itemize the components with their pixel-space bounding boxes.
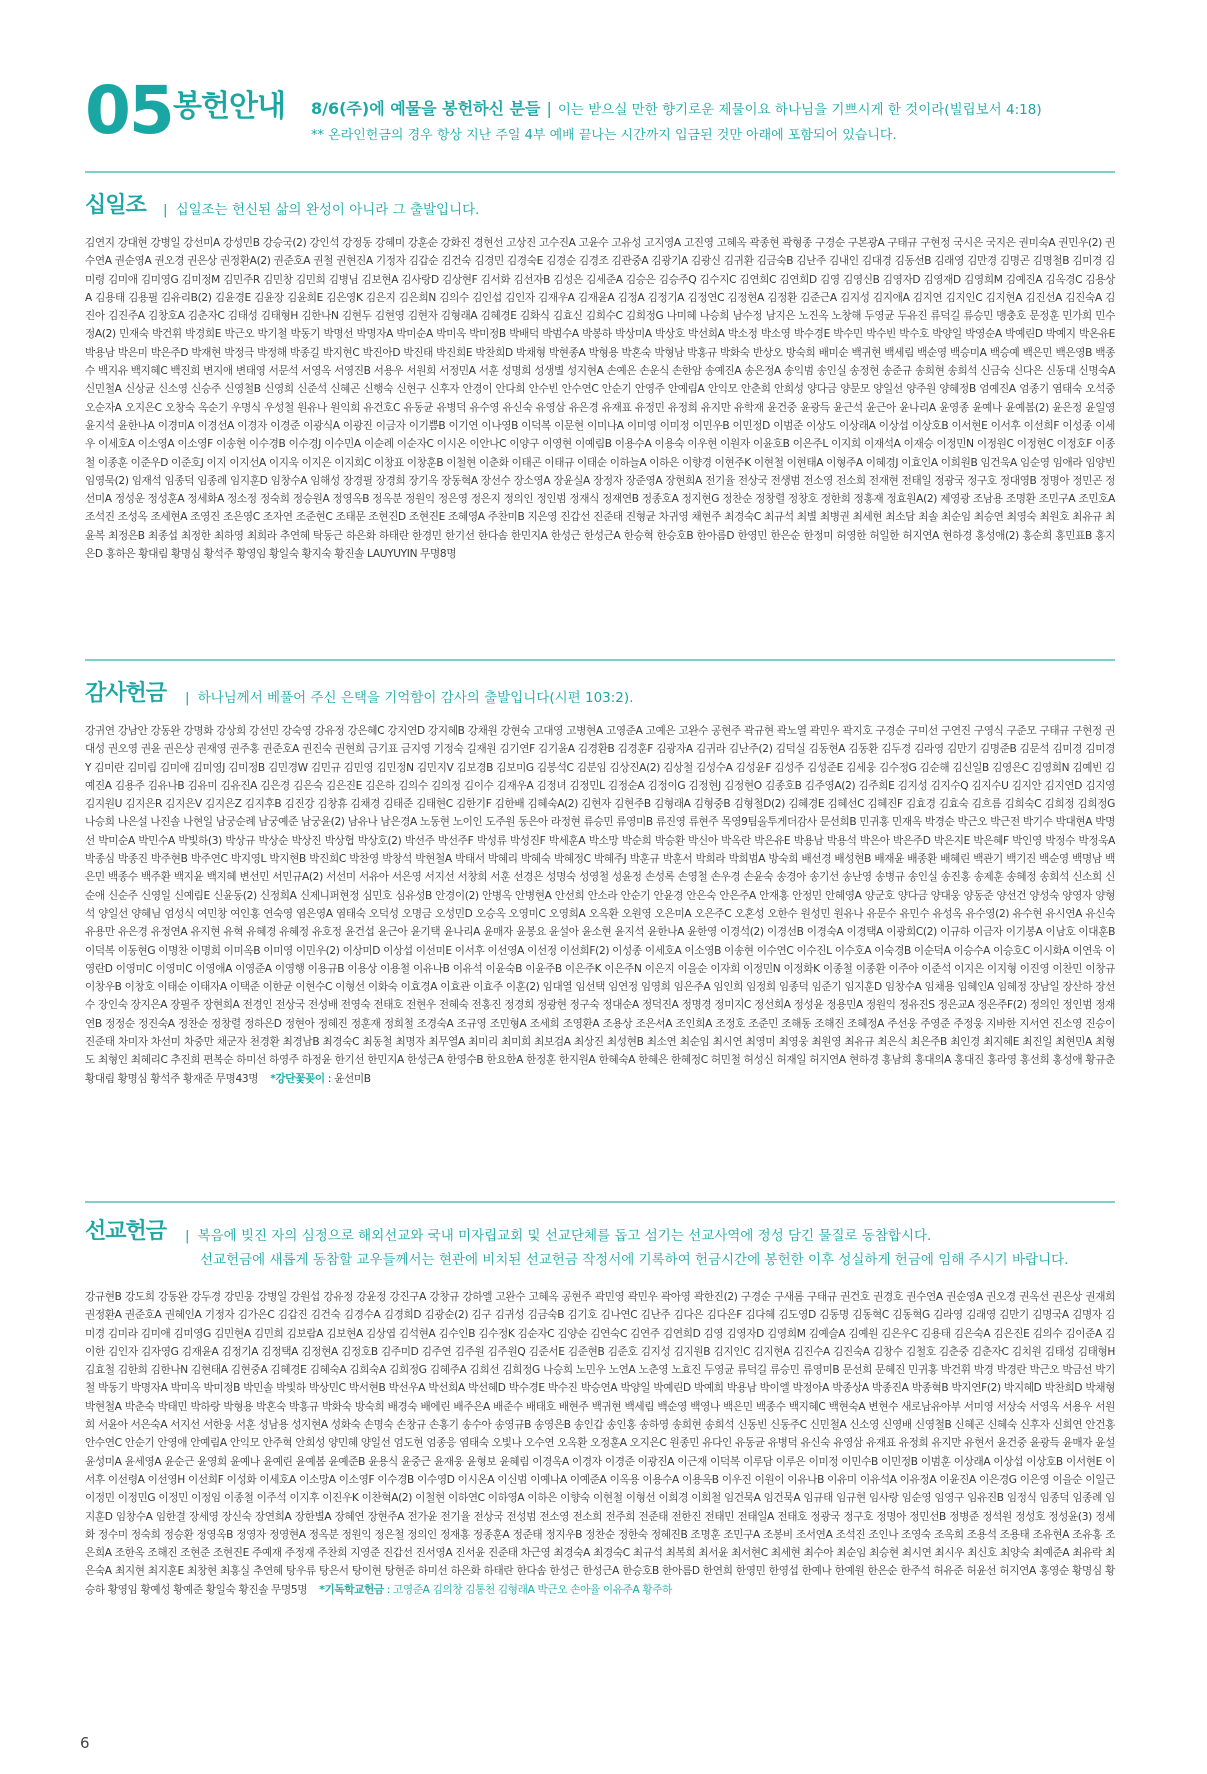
thanks-note-label: *강단꽃꽂이 [270, 1072, 325, 1085]
tithe-section [85, 192, 1115, 561]
mission-separator: | [185, 1228, 190, 1244]
mission-description-2: 선교헌금에 새롭게 동참할 교우들께서는 현관에 비치된 선교헌금 작정서에 기록하여 헌금시간에 봉헌한 이후 성실하게 헌금에 임해 주시기 바랍니다. [200, 1252, 1069, 1268]
thanks-divider [85, 1201, 1115, 1203]
mission-section [85, 1218, 1115, 1596]
thanks-title: 감사헌금 [85, 681, 167, 706]
mission-note-value: : 고영준A 김의창 김통천 김형래A 박근오 손아율 이유주A 황주하 [386, 1583, 673, 1596]
thanks-names-text: 강귀연 강남안 강동완 강명화 강상희 강선민 강숙영 강유정 강은혜C 강지연D 강지혜B 강채원 강현숙 고대영 고병현A 고영준A 고예은 고완수 공현주 곽규현 곽노열 곽민우 곽지호 구경순 구미선 구연진 구영식 구준모 구태규 구현정 권대성 권오영 권윤 권은상 권재영 권주홍 권준호A 권진숙 권현희 금기표 금지영 기정숙 길재원 김기연F 김기윤A 김경환B 김경훈F 김광자A 김귀라 김난주(2) 김덕실 김동현A 김동환 김두경 김라영 김만기 김명준B 김문석 김미경 김미경Y 김미란 김미림 김미애 김미영J 김미정B 김민경W 김민규 김민영 김민정N 김민지V 김보경B 김보미G 김봉석C 김분임 김상진A(2) 김상철 김성수A 김성윤F 김성주 김성준E 김세웅 김수정G 김순해 김신일B 김영은C 김영희N 김예빈 김예진A 김용주 김유나B 김유미 김유진A 김은경 김은숙 김은진E 김은하 김의수 김의정 김이수 김재우A 김정녀 김정민L 김정순A 김정이G 김정현J 김정현O 김종호B 김주영A(2) 김주희E 김지성 김지수Q 김지수U 김지안 김지연D 김지영 김지원U 김지은R 김지은V 김지은Z 김지후B 김진강 김창휴 김채경 김태준 김태현C 김한기F 김한배 김혜숙A(2) 김현자 김현주B 김형래A 김형중B 김형철D(2) 김혜경E 김혜선C 김혜진F 김효경 김효숙 김흐름 김희숙C 김희정 김희정G 나승희 나은설 나진솔 나현일 남궁순례 남궁예준 남궁윤(2) 남유나 남은경A 노동현 노이인 도주원 동은아 라정현 류승민 류영미B 류진영 류현주 목영9팀올투게더감사 문선희B 민귀홍 민재옥 박경순 박근오 박근전 박기수 박대현A 박명선 박미순A 박민수A 박빛하(3) 박상규 박상순 박상진 박상협 박상호(2) 박선주 박선주F 박성류 박성진F 박세훈A 박소망 박순희 박승환 박신아 박옥란 박은유E 박용남 박용석 박은아 박은주D 박은지E 박은혜F 박인영 박정수 박정욱A 박종심 박종진 박주현B 박주연C 박지영L 박지현B 박진희C 박찬영 박창석 박현철A 박태서 박혜리 박혜숙 박혜정C 박혜주J 박훈규 박훈서 박희라 박희범A 방숙희 배선경 배성현B 배재윤 배종환 배혜린 백관기 백기진 백순영 백명남 백은민 백종수 백주환 백지윤 백지혜 변선민 서민규A(2) 서선미 서유아 서은영 서지선 서창희 서훈 선경은 성명숙 성영철 성윤정 손성록 손영철 손우경 손윤숙 송경아 송기선 송난영 송병규 송인실 송진홍 송제훈 송혜정 송희석 신소희 신순애 신순주 신영일 신예림E 신윤동(2) 신정희A 신제니퍼현정 심민호 심유성B 안경이(2) 안병옥 안병현A 안선희 안소라 안순기 안윤경 안은숙 안은주A 안재홍 안정민 안혜영A 양군호 양다금 양대웅 양동준 양선건 양성숙 양영자 양형석 양일선 양혜님 엄성식 여민창 여인홍 연숙영 염은영A 염태숙 오덕성 오명금 오성민D 오승옥 오영미C 오영희A 오옥환 오원영 오은미A 오은주C 오혼성 오한수 원성민 원유나 유문수 유민수 유성옥 유수영(2) 유수현 유시연A 유신숙 유용만 유은경 유정연A 유지현 유혁 유혜경 유혜정 유호정 윤건섭 윤근아 윤기택 윤나리A 윤매자 윤봉요 윤설아 윤소현 윤지석 윤한나A 윤한영 이경석(2) 이경선B 이경숙A 이경택A 이광희C(2) 이규하 이금자 이기봉A 이남호 이대훈B 이덕복 이동현G 이명찬 이명희 이미옥B 이미영 이민우(2) 이상미D 이상섭 이선미E 이서후 이선영A 이선정 이선희F(2) 이성종 이세호A 이소영B 이송현 이수연C 이수진L 이수호A 이숙경B 이순덕A 이승수A 이승호C 이시화A 이연욱 이영란D 이영미C 이영미C 이영애A 이영준A 이영행 이용규B 이용상 이용철 이유나B 이유석 이윤숙B 이윤주B 이은주K 이은주N 이은지 이을순 이자희 이정민N 이정화K 이종철 이종환 이주아 이준석 이지은 이지형 이진영 이찬민 이창규 이창우B 이창호 이태순 이태자A 이택준 이한균 이현수C 이형선 이화숙 이효경A 이효관 이효주 이훈(2) 임대열 임선택 임연정 임영희 임은주A 임인희 임정희 임종덕 임준기 임지훈D 임창수A 임채용 임혜인A 임혜정 장남일 장산하 장선수 장인숙 장지은A 장필주 장현희A 전경인 전상국 전성배 전영숙 전태호 전현우 전혜숙 전홍진 정경희 정광현 정구숙 정대순A 정덕진A 정명경 정미지C 정선희A 정성윤 정용민A 정원익 정유진S 정은교A 정은주F(2) 정의인 정인범 정재연B 정정순 정진숙A 정찬순 정창렬 정하은D 정현아 정혜진 정훈재 정희철 조경숙A 조규영 조민형A 조세희 조영환A 조용상 조은서A 조인희A 조정호 조준민 조해동 조해진 조혜정A 주선웅 주영준 주정웅 지바한 지서연 진소영 진승이 진준태 차미자 차선미 차중만 채군자 천경환 최경남B 최경숙C 최동철 최명자 최무열A 최미리 최미희 최보검A 최상진 최성현B 최소연 최순임 최시연 최영미 최영웅 최원영 최유규 최은식 최은주B 최인경 최지혜E 최진일 최현민A 최형도 최형인 최혜리C 추진희 편복순 하미선 하영주 하정윤 한기선 한민지A 한성근A 한영수B 한요한A 한정훈 한지원A 한혜숙A 한혜은 한혜정C 허민철 허성신 허재일 허지연A 현하경 홍남희 홍대의A 홍대진 홍라영 홍선희 홍성애 황규춘 황대림 황명심 황석주 황재준 무명43명 [85, 725, 1115, 1085]
page-header [85, 72, 1115, 158]
tithe-names: 김연지 강대현 강병일 강선미A 강성민B 강승국(2) 강인석 강정동 강혜미 강훈순 강화진 경현선 고상진 고수진A 고윤수 고유성 고지영A 고진영 고혜옥 곽종현 곽형종 구경순 구본광A 구태규 구현정 국시은 국지은 권미숙A 권민우(2) 권수연A 권순영A 권오경 권은상 권정환A(2) 권준호A 권철 권현진A 기정자 김갑순 김건숙 김경민 김경숙E 김경순 김경조 김관중A 김광기A 김광신 김귀환 김금숙B 김난주 김내인 김대경 김동선B 김래영 김만경 김명곤 김명철B 김미경 김미령 김미애 김미영G 김미정M 김민주R 김민창 김민희 김병님 김보현A 김사랑D 김상현F 김서화 김선자B 김성은 김세준A 김승은 김승주Q 김수지C 김연희C 김연희D 김영 김영신B 김영자D 김영재D 김영희M 김예진A 김옥경C 김용상A 김용태 김용필 김유리B(2) 김윤경E 김윤장 김윤희E 김은영K 김은지 김은희N 김의수 김인섭 김인자 김재우A 김재윤A 김정A 김정기A 김정연C 김정현A 김정환 김준근A 김지성 김지애A 김지연 김지인C 김지현A 김진선A 김진숙A 김진아 김진주A 김창호A 김춘자C 김태성 김태형H 김한나N 김현두 김현영 김현자 김형래A 김혜경E 김화식 김효신 김희수C 김희정G 나미혜 나승희 남수정 남지은 노진옥 노창해 두영균 두유진 류덕길 류승민 맹충호 문정훈 민가희 민수정A(2) 민재숙 박건휘 박경희E 박근오 박기철 박동기 박명선 박명자A 박미순A 박미옥 박미정B 박배덕 박범수A 박봉하 박상미A 박상호 박선희A 박소정 박소영 박수경E 박수민 박수빈 박수호 박양일 박영순A 박예린D 박예지 박온유E 박용남 박은미 박은주D 박재현 박정극 박정해 박종길 박지현C 박진아D 박진태 박진희E 박찬희D 박채형 박현종A 박형용 박혼숙 박형남 박홍규 박화숙 반상오 방숙희 배미순 백귀현 백세림 백순영 백승미A 백승예 백은민 백은영B 백종수 백지유 백지혜C 백진희 변지애 변태영 서문석 서영옥 서영진B 서용우 서원희 서정민A 서훈 성명희 성생별 성지현A 손예은 손운식 손한암 송예진A 송은정A 송익범 송인실 송정현 송준규 송희현 송희석 신금숙 신다은 신동대 신명숙A 신민철A 신상균 신소영 신승주 신영철B 신영희 신준석 신혜곤 신행숙 신현구 신후자 안경이 안다희 안수빈 안수연C 안순기 안영주 안예림A 안익모 안춘희 안희성 양다금 양문모 양일선 양주원 양혜정B 엄예진A 엄종기 염태숙 오석중 오순자A 오지은C 오창숙 옥순기 우명식 우성철 원유나 원익희 유건호C 유동균 유병덕 유수영 유신숙 유영삼 유은경 유재표 유정민 유정희 유지만 유학재 윤건중 윤광득 윤근석 윤근아 윤나리A 윤영종 윤예나 윤예봄(2) 윤은정 윤일영 윤지석 윤한나A 이경미A 이경선A 이경자 이경준 이광식A 이광진 이금자 이기쁨B 이기연 이나영B 이덕복 이문현 이미나A 이미영 이미정 이민우B 이민정D 이범준 이상도 이상래A 이상섭 이상호B 이서현E 이서후 이선희F 이성종 이세우 이세호A 이소영A 이소영F 이송현 이수경B 이수경J 이수민A 이순례 이순자C 이시온 이안나C 이양구 이영현 이예림B 이용수A 이용숙 이우현 이원자 이윤호B 이은주L 이지희 이재석A 이재승 이정민N 이정원C 이정현C 이정호F 이종철 이종훈 이준우D 이준호J 이지 이지선A 이지욱 이지은 이지희C 이창표 이창훈B 이철현 이춘화 이태곤 이태규 이태순 이하늘A 이하은 이향경 이현주K 이현철 이현태A 이형주A 이혜경J 이효인A 이희원B 임건욱A 임순영 임애라 임양빈 임영묵(2) 임재석 임종덕 임종례 임지훈D 임창수A 임해성 장경필 장경희 장기옥 장동혁A 장선수 장소영A 장윤실A 장정자 장준영A 장현희A 전기율 전상국 전생범 전소영 전소희 전재현 전태일 정광국 정구호 정대영B 정명아 정민곤 정선미A 정성운 정성훈A 정세화A 정소정 정숙희 정승원A 정영옥B 정옥분 정원익 정은영 정은지 정의인 정인범 정재식 정재연B 정종호A 정지현G 정찬순 정창렬 정창호 정한희 정홍재 정효원A(2) 제영광 조남용 조명환 조민구A 조민호A 조석진 조성옥 조세현A 조영진 조은영C 조자연 조준현C 조태문 조현진D 조현진E 조혜영A 주찬미B 지은영 진갑선 진준태 진형균 차귀영 채현주 최경숙C 최규석 최별 최병권 최세현 최소담 최솔 최순임 최승연 최영숙 최원호 최유규 최윤복 최정은B 최종섭 최정한 최하영 최희라 추연혜 탁동근 하은화 하태란 한경민 한기선 한다솜 한민지A 한성근 한성근A 한승혁 한승호B 한아름D 한영민 한은순 한정미 허영한 허일한 허지연A 현하경 홍성애(2) 홍순희 홍민표B 홍지은D 홍하은 황대림 황명심 황석주 황영임 황일숙 황지숙 황진솔 LAUYUYIN 무명8명 [85, 237, 1115, 561]
thanks-description-text: 하나님께서 베풀어 주신 은택을 기억함이 감사의 출발입니다(시편 103:2). [197, 690, 634, 706]
thanks-separator: | [185, 690, 190, 706]
page-title: 봉헌안내 [173, 89, 285, 124]
tithe-title: 십일조 [85, 193, 146, 218]
tithe-description-text: 십일조는 헌신된 삶의 완성이 아니라 그 출발입니다. [175, 202, 480, 218]
tithe-separator: | [163, 202, 168, 218]
mission-description [185, 1224, 931, 1244]
mission-note-label: *기독학교헌금 [319, 1583, 384, 1596]
mission-title: 선교헌금 [85, 1219, 167, 1244]
header-date-title: 8/6(주)에 예물을 봉헌하신 분들 [311, 99, 541, 118]
thanks-description [185, 686, 633, 706]
header-main-line [311, 96, 1042, 119]
mission-description-text: 복음에 빚진 자의 심정으로 해외선교와 국내 미자립교회 및 선교단체를 돕고 섬기는 선교사역에 정성 담긴 물질로 동참합시다. [197, 1228, 932, 1244]
page-number: 6 [80, 1734, 90, 1752]
header-note: ** 온라인헌금의 경우 항상 지난 주일 4부 예배 끝나는 시간까지 입금된 것만 아래에 포함되어 있습니다. [311, 128, 897, 143]
thanks-note-value: : 윤선미B [327, 1072, 371, 1085]
section-number: 05 [85, 72, 173, 149]
header-verse: 이는 받으실 만한 향기로운 제물이요 하나님을 기쁘시게 한 것이라(빌립보서 4:18) [557, 102, 1042, 118]
header-divider [85, 171, 1115, 173]
mission-names [85, 1288, 1115, 1599]
header-separator: | [546, 99, 552, 118]
tithe-description [163, 198, 479, 218]
thanks-names [85, 722, 1115, 1088]
tithe-divider [85, 659, 1115, 661]
mission-names-text: 강규현B 강도희 강동완 강두경 강민웅 강병일 강원섭 강유정 강윤정 강진구A 강창규 강하엘 고완수 고혜옥 공현주 곽민영 곽민우 곽아영 곽한진(2) 구경순 구새롬 구태규 권건호 권경호 권수연A 권순영A 권오경 권옥선 권은상 권재희 권정환A 권준호A 권혜인A 기정자 김가은C 김갑진 김건숙 김경수A 김경희D 김광순(2) 김구 김귀성 김금숙B 김기호 김나연C 김난주 김다은 김다은F 김다혜 김도영D 김동명 김동혁C 김동혁G 김라영 김래영 김만기 김명국A 김명자 김미경 김미라 김미애 김미영G 김민현A 김민희 김보람A 김보현A 김상엽 김석현A 김수인B 김수정K 김순자C 김양순 김연숙C 김연주 김연희D 김영 김영자D 김영희M 김예슬A 김예원 김은우C 김용태 김은숙A 김은진E 김의수 김이준A 김이한 김인자 김자영G 김재윤A 김정기A 김정택A 김정현A 김정호B 김주미D 김주연 김주원 김주원Q 김준서E 김준현B 김준호 김지성 김지원B 김지인C 김지현A 김진수A 김진숙A 김창수 김철호 김춘중 김춘자C 김치원 김태성 김태형H 김효철 김한희 김한나N 김현태A 김현중A 김혜경E 김혜숙A 김희숙A 김희정G 김혜주A 김희선 김희정G 나승희 노민우 노연A 노춘영 노효진 두영균 류덕길 류승민 류영미B 문선희 문혜진 민귀홍 박건휘 박경 박경란 박근오 박금선 박기철 박동기 박명자A 박미옥 박미정B 박민솔 박빛하 박상민C 박서현B 박선우A 박선희A 박선혜D 박수경E 박수진 박승연A 박양일 박예린D 박예희 박용남 박이엘 박정아A 박종상A 박종진A 박종혁B 박지연F(2) 박지혜D 박찬희D 박채형 박현철A 박춘숙 박태민 박하랑 박형용 박혼숙 박홍규 박화숙 방숙희 배경숙 배에린 배주은A 배준수 배태호 배현주 백귀현 백세림 백순영 백영나 백은민 백종수 백지혜C 백현숙A 변현수 새로남유아부 서미영 서상숙 서영옥 서용우 서원희 서윤아 서은숙A 서지선 서한웅 서훈 성남용 성지현A 성화숙 손명숙 손창규 손홍기 송수아 송영규B 송영은B 송인갑 송인홍 송하영 송희현 송희석 신동빈 신동주C 신민철A 신소영 신영배 신영철B 신혜곤 신혜숙 신후자 신희연 안건홍 안수연C 안순기 안영애 안예림A 안익모 안주혁 안희성 양민혜 양일선 엄도현 엄종응 염태숙 오빛나 오수연 오옥환 오정훈A 오지은C 원종민 유다인 유동균 유병덕 유신숙 유영삼 유재표 유정희 유지만 유현서 윤건중 윤광득 윤매자 윤설 윤성미A 윤세영A 윤순근 윤영희 윤예나 윤예린 윤예봄 윤예준B 윤용식 윤중근 윤재웅 윤형보 윤혜림 이경옥A 이경자 이경준 이광진A 이근재 이덕복 이루담 이루은 이미정 이민수B 이민정B 이범훈 이상래A 이상섭 이상호B 이서현E 이서후 이선령A 이선영H 이선희F 이성화 이세호A 이소망A 이소영F 이수경B 이수영D 이시온A 이신범 이예나A 이예준A 이옥용 이용수A 이용옥B 이우진 이원이 이유나B 이유미 이유석A 이유정A 이윤진A 이은경G 이은영 이을순 이일근 이정민 이정민G 이정민 이정임 이종철 이주석 이지후 이진우K 이찬혁A(2) 이철현 이하연C 이하영A 이하은 이향숙 이현철 이형선 이희경 이희철 임건묵A 임건묵A 임규태 임규현 임사랑 임순영 임영구 임유진B 임정식 임종덕 임종례 임지훈D 임창수A 임한결 장세영 장신숙 장연희A 장한별A 장혜연 장현주A 전가윤 전기율 전상국 전성범 전소영 전소희 전주희 전준태 전한진 전태민 전태일A 전태호 정광국 정구호 정명아 정민선B 정병준 정석원 정성호 정성윤(3) 정세화 정수미 정숙희 정승환 정영옥B 정영자 정영현A 정옥분 정원익 정은철 정의인 정재홍 정종훈A 정준태 정지우B 정찬순 정한숙 정혜진B 조명훈 조민구A 조봉비 조서연A 조석진 조인나 조영숙 조옥희 조용석 조용태 조유현A 조유홍 조은희A 조한옥 조해진 조현준 조현진E 주예재 주정재 주찬희 지영준 진갑선 진서영A 진서윤 진준태 차근영 최경숙A 최경숙C 최규석 최복희 최서윤 최서현C 최세현 최수아 최순임 최승현 최시연 최시우 최신호 최양숙 최예준A 최유락 최은숙A 최지현 최지훈E 최창현 최홍실 추연혜 탕우류 탕은서 탕이현 탕현준 하미선 하은화 하태란 한다솜 한성근 한성근A 한승호B 한아름D 한연희 한영민 한영섭 한예나 한예원 한은순 한주석 허유준 허윤선 허지연A 홍영순 황명심 황승하 황영임 황예성 황예준 황일숙 황진솔 무명5명 [85, 1291, 1115, 1596]
thanks-section [85, 680, 1115, 1085]
